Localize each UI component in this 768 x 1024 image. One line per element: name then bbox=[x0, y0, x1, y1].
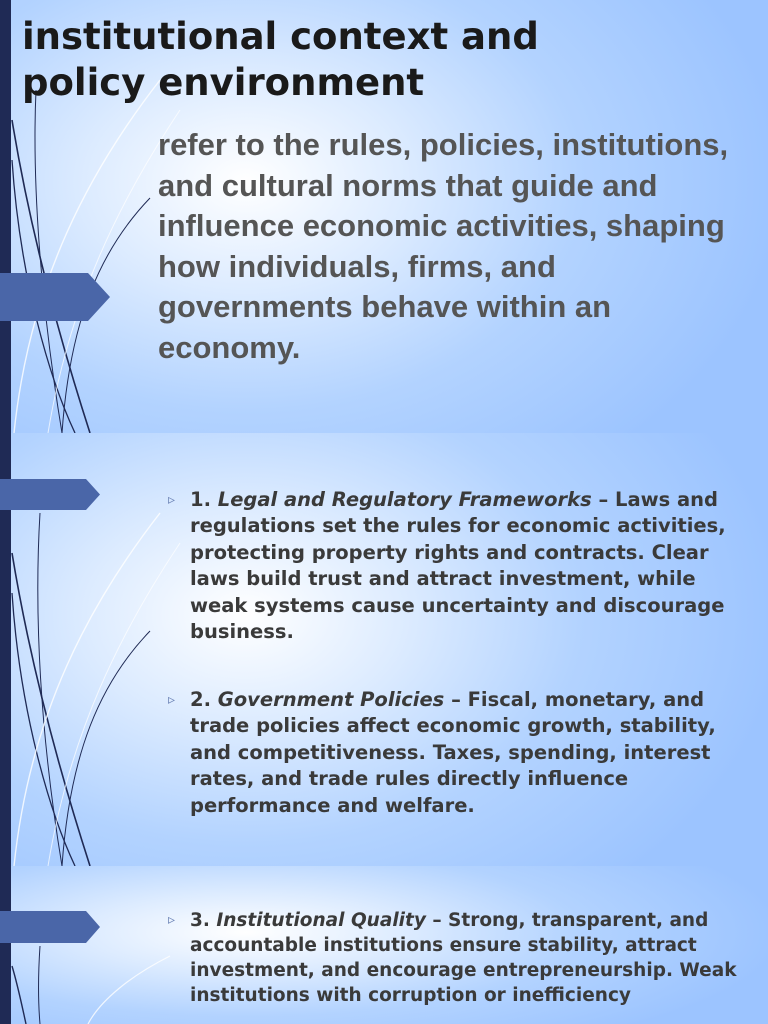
arrow-bullet-icon: ▹ bbox=[168, 692, 176, 708]
slide-1 bbox=[0, 0, 768, 433]
left-accent-bar bbox=[0, 866, 11, 1024]
bullet-dash: – bbox=[425, 910, 449, 931]
bullet-institutional-quality bbox=[168, 908, 742, 1008]
bullet-legal-regulatory bbox=[168, 487, 742, 645]
slide-2 bbox=[0, 433, 768, 866]
chevron-tab-icon bbox=[0, 273, 112, 321]
chevron-tab-icon bbox=[0, 479, 102, 510]
slide-title: institutional context and policy environment bbox=[22, 15, 539, 104]
arrow-bullet-icon: ▹ bbox=[168, 912, 176, 928]
bullet-government-policies bbox=[168, 687, 742, 819]
chevron-tab-icon bbox=[0, 911, 102, 943]
bullet-text bbox=[190, 487, 742, 645]
decorative-curves bbox=[0, 866, 200, 1024]
left-accent-bar bbox=[0, 0, 11, 433]
bullet-dash: – bbox=[591, 488, 616, 511]
bullet-body: Strong, transparent, and accountable institutions ensure stability, attract investment, and encourage entrepreneurship. Weak institutions with corruption or inefficiency bbox=[190, 910, 737, 1006]
bullet-heading: Institutional Quality bbox=[216, 910, 426, 931]
bullet-dash: – bbox=[444, 688, 468, 711]
bullet-heading: Legal and Regulatory Frameworks bbox=[217, 488, 592, 511]
arrow-bullet-icon: ▹ bbox=[168, 492, 176, 508]
bullet-text bbox=[190, 687, 742, 819]
bullet-body: Fiscal, monetary, and trade policies affect economic growth, stability, and competitiveness. Taxes, spending, interest rates, and trade rules directly influence performance and welfare. bbox=[190, 688, 716, 817]
bullet-number: 1. bbox=[190, 488, 218, 511]
intro-paragraph: refer to the rules, policies, institutions, and cultural norms that guide and influence economic activities, shaping how individuals, firms, and governments behave within an economy. bbox=[158, 127, 729, 365]
bullet-body: Laws and regulations set the rules for economic activities, protecting property rights and contracts. Clear laws build trust and attract investment, while weak systems cause uncertainty and discourage business. bbox=[190, 488, 726, 644]
slide-3 bbox=[0, 866, 768, 1024]
bullet-heading: Government Policies bbox=[217, 688, 445, 711]
bullet-number: 2. bbox=[190, 688, 218, 711]
bullet-number: 3. bbox=[190, 910, 217, 931]
bullet-text bbox=[190, 908, 742, 1008]
